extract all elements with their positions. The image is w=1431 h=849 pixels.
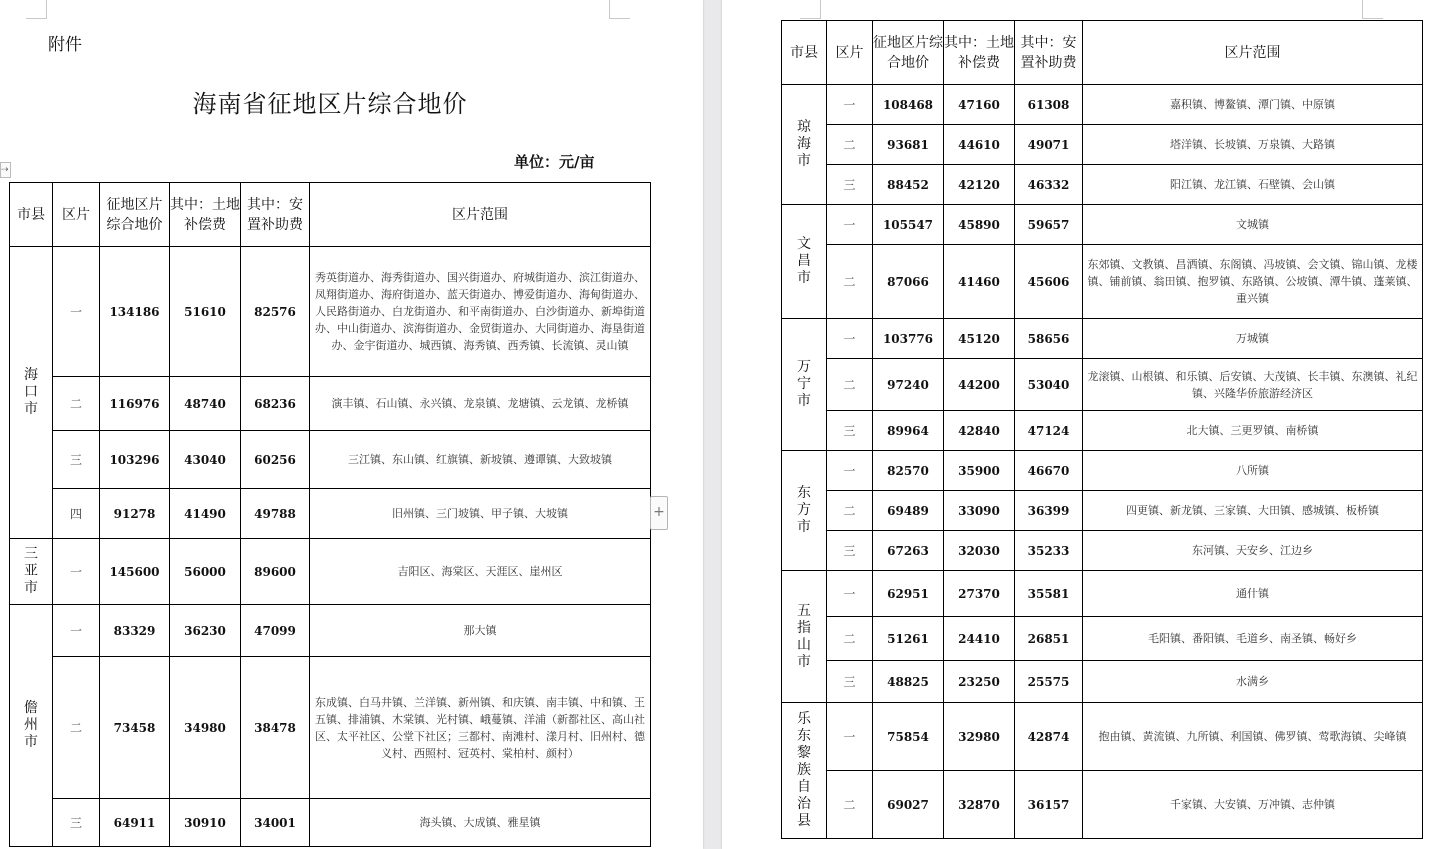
resettlement-subsidy-cell: 36399 [1015, 491, 1083, 531]
composite-price-cell: 89964 [873, 411, 944, 451]
resettlement-subsidy-cell: 47099 [241, 605, 310, 657]
table-row [782, 451, 1423, 491]
composite-price-cell: 73458 [100, 657, 170, 799]
land-compensation-cell: 47160 [944, 85, 1015, 125]
resettlement-subsidy-cell: 35233 [1015, 531, 1083, 571]
composite-price-cell: 103296 [100, 431, 170, 489]
zone-cell: 二 [53, 377, 100, 431]
table-row [10, 377, 651, 431]
zone-scope-cell: 四更镇、新龙镇、三家镇、大田镇、感城镇、板桥镇 [1083, 491, 1423, 531]
composite-price-cell: 108468 [873, 85, 944, 125]
composite-price-cell: 145600 [100, 539, 170, 605]
table-row [10, 539, 651, 605]
resettlement-subsidy-cell: 42874 [1015, 703, 1083, 771]
composite-price-cell: 97240 [873, 359, 944, 411]
zone-scope-cell: 东郊镇、文教镇、昌洒镇、东阁镇、冯坡镇、会文镇、锦山镇、龙楼镇、铺前镇、翁田镇、抱罗镇、东路镇、公坡镇、潭牛镇、蓬莱镇、重兴镇 [1083, 245, 1423, 319]
header-resettlement-subsidy: 其中：安置补助费 [1015, 21, 1083, 85]
land-compensation-cell: 45890 [944, 205, 1015, 245]
zone-scope-cell: 千家镇、大安镇、万冲镇、志仲镇 [1083, 771, 1423, 839]
table-row [10, 657, 651, 799]
composite-price-cell: 64911 [100, 799, 170, 847]
resettlement-subsidy-cell: 35581 [1015, 571, 1083, 617]
county-cell: 三亚市 [10, 539, 53, 605]
zone-scope-cell: 东河镇、天安乡、江边乡 [1083, 531, 1423, 571]
composite-price-cell: 75854 [873, 703, 944, 771]
composite-price-cell: 105547 [873, 205, 944, 245]
county-cell: 文昌市 [782, 205, 827, 319]
zone-cell: 一 [827, 703, 873, 771]
resettlement-subsidy-cell: 47124 [1015, 411, 1083, 451]
unit-label: 单位：元/亩 [514, 153, 595, 171]
document-title: 海南省征地区片综合地价 [192, 90, 468, 118]
header-zone: 区片 [53, 183, 100, 247]
header-composite-price: 征地区片综合地价 [873, 21, 944, 85]
zone-scope-cell: 旧州镇、三门坡镇、甲子镇、大坡镇 [310, 489, 651, 539]
zone-cell: 一 [827, 571, 873, 617]
zone-scope-cell: 塔洋镇、长坡镇、万泉镇、大路镇 [1083, 125, 1423, 165]
zone-cell: 一 [827, 319, 873, 359]
resettlement-subsidy-cell: 89600 [241, 539, 310, 605]
table-row [782, 661, 1423, 703]
resettlement-subsidy-cell: 68236 [241, 377, 310, 431]
table-row [782, 531, 1423, 571]
table-row [10, 799, 651, 847]
zone-cell: 二 [827, 359, 873, 411]
composite-price-cell: 134186 [100, 247, 170, 377]
zone-scope-cell: 万城镇 [1083, 319, 1423, 359]
table-row [782, 245, 1423, 319]
table-row [782, 617, 1423, 661]
land-compensation-cell: 41490 [170, 489, 241, 539]
composite-price-cell: 82570 [873, 451, 944, 491]
row-marker-icon[interactable]: ⇢ [0, 162, 11, 178]
zone-cell: 一 [827, 451, 873, 491]
table-row [782, 359, 1423, 411]
resettlement-subsidy-cell: 25575 [1015, 661, 1083, 703]
composite-price-cell: 87066 [873, 245, 944, 319]
zone-cell: 三 [53, 799, 100, 847]
resettlement-subsidy-cell: 82576 [241, 247, 310, 377]
land-compensation-cell: 41460 [944, 245, 1015, 319]
zone-cell: 二 [827, 771, 873, 839]
header-land-compensation: 其中：土地补偿费 [170, 183, 241, 247]
zone-cell: 三 [827, 531, 873, 571]
resettlement-subsidy-cell: 49071 [1015, 125, 1083, 165]
zone-cell: 二 [827, 491, 873, 531]
composite-price-cell: 88452 [873, 165, 944, 205]
land-compensation-cell: 27370 [944, 571, 1015, 617]
table-row [782, 571, 1423, 617]
zone-cell: 二 [53, 657, 100, 799]
table-row [782, 703, 1423, 771]
composite-price-cell: 103776 [873, 319, 944, 359]
resettlement-subsidy-cell: 60256 [241, 431, 310, 489]
zone-cell: 一 [827, 205, 873, 245]
land-compensation-cell: 36230 [170, 605, 241, 657]
zone-scope-cell: 吉阳区、海棠区、天涯区、崖州区 [310, 539, 651, 605]
resettlement-subsidy-cell: 36157 [1015, 771, 1083, 839]
header-county: 市县 [10, 183, 53, 247]
county-cell: 东方市 [782, 451, 827, 571]
zone-scope-cell: 演丰镇、石山镇、永兴镇、龙泉镇、龙塘镇、云龙镇、龙桥镇 [310, 377, 651, 431]
crop-mark-top-left [800, 0, 821, 19]
table-row [10, 489, 651, 539]
county-cell: 乐东黎族自治县 [782, 703, 827, 839]
land-compensation-cell: 48740 [170, 377, 241, 431]
crop-mark-top-right [1362, 0, 1383, 19]
county-cell: 海口市 [10, 247, 53, 539]
zone-scope-cell: 阳江镇、龙江镇、石壁镇、会山镇 [1083, 165, 1423, 205]
zone-scope-cell: 嘉积镇、博鳌镇、潭门镇、中原镇 [1083, 85, 1423, 125]
resettlement-subsidy-cell: 58656 [1015, 319, 1083, 359]
zone-cell: 一 [53, 605, 100, 657]
zone-scope-cell: 水满乡 [1083, 661, 1423, 703]
zone-cell: 四 [53, 489, 100, 539]
land-price-table-part-2 [781, 20, 1423, 839]
table-row [782, 85, 1423, 125]
composite-price-cell: 116976 [100, 377, 170, 431]
header-land-compensation: 其中：土地补偿费 [944, 21, 1015, 85]
document-page-left [0, 0, 703, 849]
land-compensation-cell: 32980 [944, 703, 1015, 771]
resettlement-subsidy-cell: 61308 [1015, 85, 1083, 125]
table-row [782, 125, 1423, 165]
zone-cell: 三 [827, 411, 873, 451]
zone-scope-cell: 通什镇 [1083, 571, 1423, 617]
composite-price-cell: 67263 [873, 531, 944, 571]
table-row [782, 205, 1423, 245]
zone-cell: 一 [53, 247, 100, 377]
header-zone: 区片 [827, 21, 873, 85]
composite-price-cell: 69489 [873, 491, 944, 531]
table-row [10, 247, 651, 377]
header-resettlement-subsidy: 其中：安置补助费 [241, 183, 310, 247]
annex-label: 附件 [48, 35, 82, 55]
resettlement-subsidy-cell: 49788 [241, 489, 310, 539]
zone-cell: 二 [827, 125, 873, 165]
land-compensation-cell: 24410 [944, 617, 1015, 661]
composite-price-cell: 48825 [873, 661, 944, 703]
land-compensation-cell: 45120 [944, 319, 1015, 359]
land-compensation-cell: 43040 [170, 431, 241, 489]
composite-price-cell: 69027 [873, 771, 944, 839]
zone-scope-cell: 抱由镇、黄流镇、九所镇、利国镇、佛罗镇、莺歌海镇、尖峰镇 [1083, 703, 1423, 771]
zone-cell: 三 [53, 431, 100, 489]
land-compensation-cell: 30910 [170, 799, 241, 847]
header-composite-price: 征地区片综合地价 [100, 183, 170, 247]
land-compensation-cell: 44610 [944, 125, 1015, 165]
composite-price-cell: 62951 [873, 571, 944, 617]
zone-scope-cell: 龙滚镇、山根镇、和乐镇、后安镇、大茂镇、长丰镇、东澳镇、礼纪镇、兴隆华侨旅游经济区 [1083, 359, 1423, 411]
header-county: 市县 [782, 21, 827, 85]
zone-scope-cell: 八所镇 [1083, 451, 1423, 491]
header-zone-scope: 区片范围 [310, 183, 651, 247]
composite-price-cell: 83329 [100, 605, 170, 657]
zone-cell: 一 [53, 539, 100, 605]
land-compensation-cell: 32030 [944, 531, 1015, 571]
resettlement-subsidy-cell: 53040 [1015, 359, 1083, 411]
land-compensation-cell: 42120 [944, 165, 1015, 205]
header-zone-scope: 区片范围 [1083, 21, 1423, 85]
table-row [10, 431, 651, 489]
zone-cell: 三 [827, 165, 873, 205]
crop-mark-top-left [26, 0, 47, 19]
zone-scope-cell: 海头镇、大成镇、雅星镇 [310, 799, 651, 847]
land-compensation-cell: 51610 [170, 247, 241, 377]
crop-mark-top-right [609, 0, 630, 19]
zone-cell: 一 [827, 85, 873, 125]
zone-cell: 二 [827, 245, 873, 319]
land-compensation-cell: 42840 [944, 411, 1015, 451]
resettlement-subsidy-cell: 45606 [1015, 245, 1083, 319]
zone-scope-cell: 三江镇、东山镇、红旗镇、新坡镇、遵谭镇、大致坡镇 [310, 431, 651, 489]
add-row-handle[interactable]: + [650, 496, 668, 530]
land-price-table-part-1 [9, 182, 651, 847]
zone-scope-cell: 文城镇 [1083, 205, 1423, 245]
resettlement-subsidy-cell: 46670 [1015, 451, 1083, 491]
land-compensation-cell: 32870 [944, 771, 1015, 839]
resettlement-subsidy-cell: 26851 [1015, 617, 1083, 661]
county-cell: 琼海市 [782, 85, 827, 205]
composite-price-cell: 93681 [873, 125, 944, 165]
zone-scope-cell: 秀英街道办、海秀街道办、国兴街道办、府城街道办、滨江街道办、凤翔街道办、海府街道办、蓝天街道办、博爱街道办、海甸街道办、人民路街道办、白龙街道办、和平南街道办、白沙街道办、新埠街道办、中山街道办、滨海街道办、金贸街道办、大同街道办、海垦街道办、金宇街道办、城西镇、海秀镇、西秀镇、长流镇、灵山镇 [310, 247, 651, 377]
table-row [782, 319, 1423, 359]
land-compensation-cell: 33090 [944, 491, 1015, 531]
composite-price-cell: 91278 [100, 489, 170, 539]
land-compensation-cell: 34980 [170, 657, 241, 799]
land-compensation-cell: 56000 [170, 539, 241, 605]
land-compensation-cell: 44200 [944, 359, 1015, 411]
zone-scope-cell: 北大镇、三更罗镇、南桥镇 [1083, 411, 1423, 451]
resettlement-subsidy-cell: 46332 [1015, 165, 1083, 205]
zone-scope-cell: 毛阳镇、番阳镇、毛道乡、南圣镇、畅好乡 [1083, 617, 1423, 661]
zone-scope-cell: 东成镇、白马井镇、兰洋镇、新州镇、和庆镇、南丰镇、中和镇、王五镇、排浦镇、木棠镇、光村镇、峨蔓镇、洋浦（新都社区、高山社区、太平社区、公堂下社区；三都村、南滩村、漾月村、旧州村、德义村、西照村、冠英村、棠柏村、颜村） [310, 657, 651, 799]
table-row [782, 771, 1423, 839]
table-row [10, 605, 651, 657]
table-row [782, 411, 1423, 451]
resettlement-subsidy-cell: 34001 [241, 799, 310, 847]
table-header-row [782, 21, 1423, 85]
composite-price-cell: 51261 [873, 617, 944, 661]
table-row [782, 165, 1423, 205]
zone-cell: 二 [827, 617, 873, 661]
resettlement-subsidy-cell: 38478 [241, 657, 310, 799]
table-row [782, 491, 1423, 531]
table-header-row [10, 183, 651, 247]
county-cell: 五指山市 [782, 571, 827, 703]
resettlement-subsidy-cell: 59657 [1015, 205, 1083, 245]
zone-cell: 三 [827, 661, 873, 703]
land-compensation-cell: 23250 [944, 661, 1015, 703]
zone-scope-cell: 那大镇 [310, 605, 651, 657]
county-cell: 万宁市 [782, 319, 827, 451]
county-cell: 儋州市 [10, 605, 53, 847]
land-compensation-cell: 35900 [944, 451, 1015, 491]
